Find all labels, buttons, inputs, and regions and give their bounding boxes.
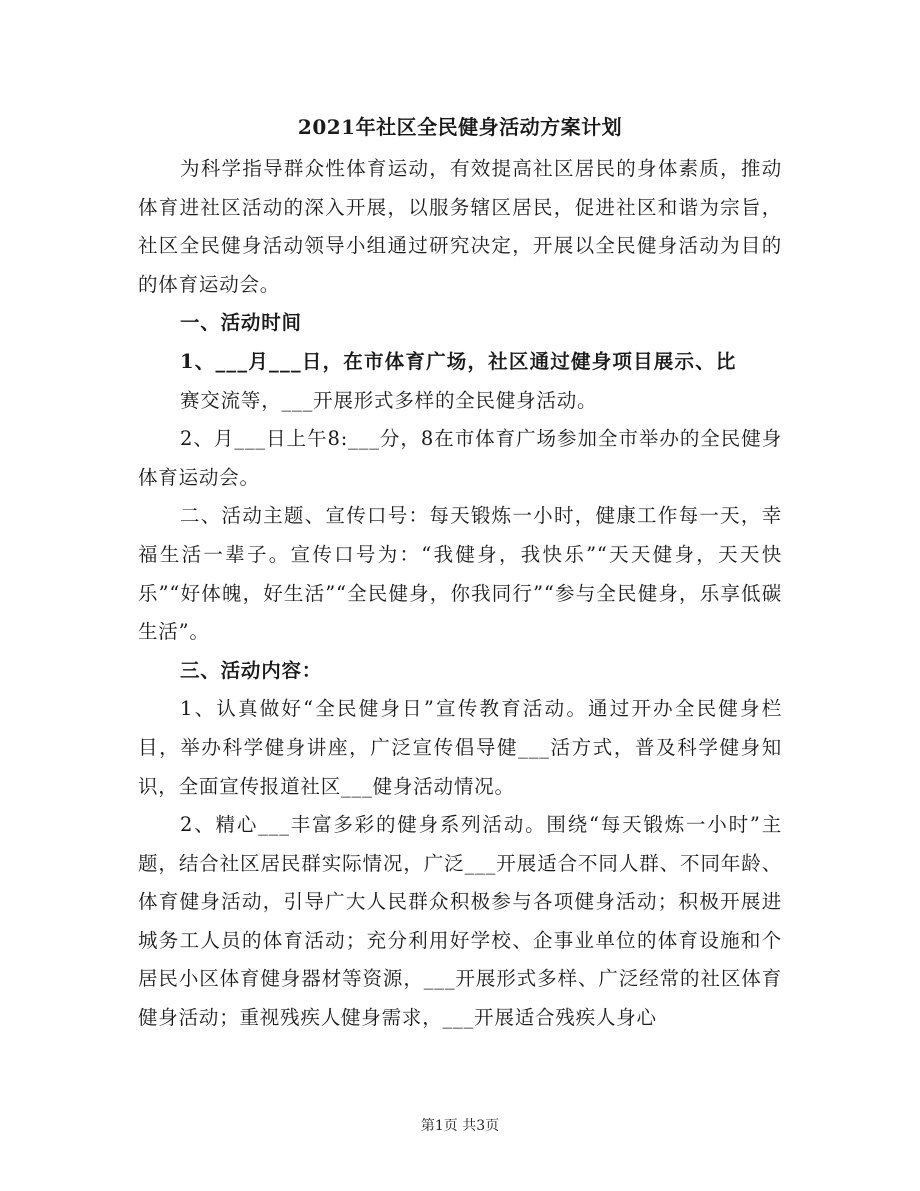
- body-paragraph: 为科学指导群众性体育运动，有效提高社区居民的身体素质，推动体育进社区活动的深入开展，以服务辖区居民，促进社区和谐为宗旨，社区全民健身活动领导小组通过研究决定，开展以全民健身活动为目的的体育运动会。: [138, 157, 782, 296]
- body-paragraph: 二、活动主题、宣传口号：每天锻炼一小时，健康工作每一天，幸福生活一辈子。宣传口号为：“我健身，我快乐”“天天健身，天天快乐”“好体魄，好生活”“全民健身，你我同行”“参与全民健身，乐享低碳生活”。: [138, 504, 782, 644]
- body-paragraph: 2、精心___丰富多彩的健身系列活动。围绕“每天锻炼一小时”主题，结合社区居民群实际情况，广泛___开展适合不同人群、不同年龄、体育健身活动，引导广大人民群众积极参与各项健身活动；积极开展进城务工人员的体育活动；充分利用好学校、企事业单位的体育设施和个居民小区体育健身器材等资源，___开展形式多样、广泛经常的社区体育健身活动；重视残疾人健身需求，___开展适合残疾人身心: [138, 813, 782, 1030]
- document-body: [138, 150, 782, 1038]
- body-paragraph: 1、___月___日，在市体育广场，社区通过健身项目展示、比: [180, 349, 737, 373]
- body-paragraph: 赛交流等，___开展形式多样的全民健身活动。: [180, 388, 598, 412]
- section-heading: 一、活动时间: [180, 311, 302, 335]
- document-title: 2021年社区全民健身活动方案计划: [297, 115, 623, 139]
- body-paragraph: 2、月___日上午8:___分，8在市体育广场参加全市举办的全民健身体育运动会。: [138, 427, 782, 489]
- page-footer: 第1页 共3页: [420, 1118, 500, 1134]
- section-heading: 三、活动内容：: [180, 658, 323, 682]
- body-paragraph: 1、认真做好“全民健身日”宣传教育活动。通过开办全民健身栏目，举办科学健身讲座，广泛宣传倡导健___活方式，普及科学健身知识，全面宣传报道社区___健身活动情况。: [138, 697, 782, 798]
